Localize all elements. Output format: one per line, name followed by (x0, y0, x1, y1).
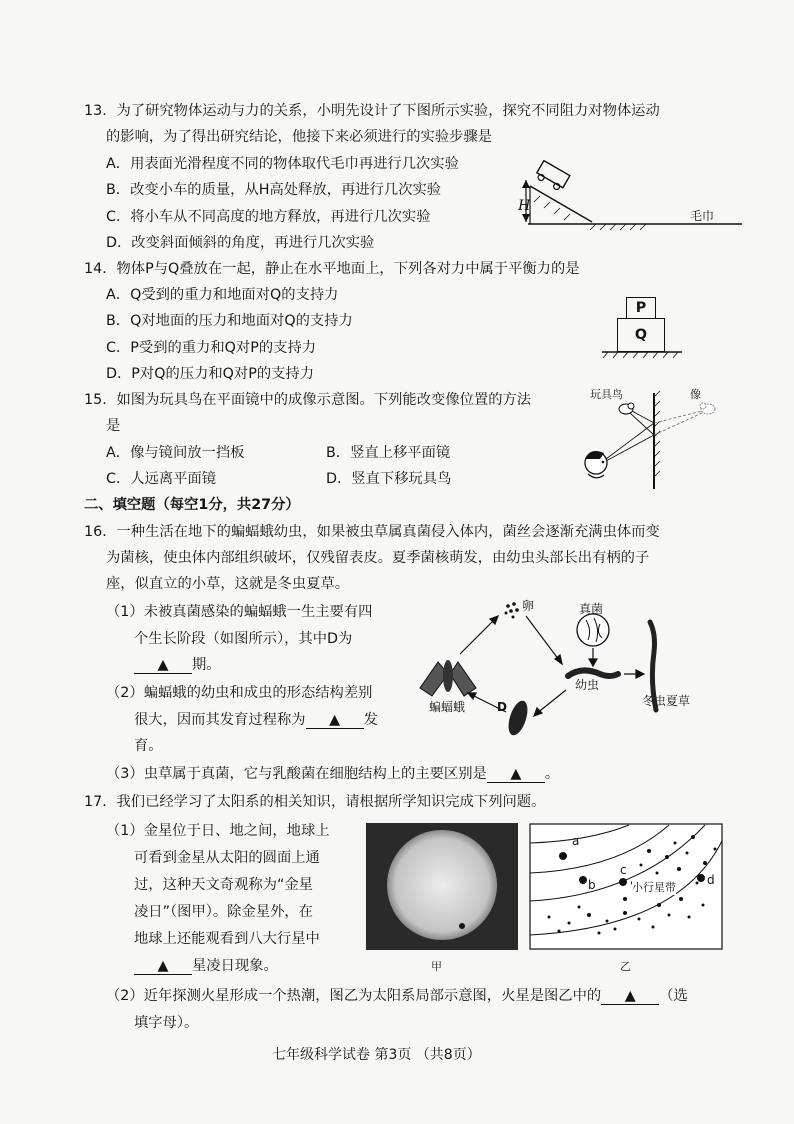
fig-yi-label: 乙 (620, 960, 631, 973)
q17-p1-line2: 可看到金星从太阳的圆面上通 (134, 850, 320, 866)
toy-bird-icon (619, 403, 634, 414)
q16-p1-tail: 期。 (192, 657, 221, 673)
section-2-heading: 二、填空题（每空1分，共27分） (84, 497, 300, 513)
moth-icon (420, 660, 476, 696)
q16-p1-line2: 个生长阶段（如图所示），其中D为 (134, 631, 353, 647)
q16-moth-label: 蝙蝠蛾 (429, 700, 466, 714)
q17-p1-line4: 凌日”（图甲）。除金星外，在 (134, 904, 313, 920)
q17-p1-line3: 过，这种天文奇观称为“金星 (134, 877, 313, 893)
q13-stem-line2: 的影响，为了得出研究结论，他接下来必须进行的实验步骤是 (106, 129, 493, 145)
page-footer: 七年级科学试卷 第3页 （共8页） (272, 1047, 481, 1063)
q16-p2-tail: 发 (363, 712, 378, 728)
q16-p2-line1: （2）蝙蝠蛾的幼虫和成虫的形态结构差别 (106, 685, 373, 701)
q17-p2-line1 (106, 985, 688, 1005)
q16-stem-line2: 为菌核，使虫体内部组织破坏，仅残留表皮。夏季菌核萌发，由幼虫头部长出有柄的子 (106, 550, 650, 566)
venus-dot (459, 923, 465, 929)
q15-stem-line1: 15．如图为玩具鸟在平面镜中的成像示意图。下列能改变像位置的方法 (84, 392, 532, 408)
q14-option-c: C．P受到的重力和Q对P的支持力 (106, 340, 317, 356)
planet-c (619, 878, 627, 886)
q17-stem: 17．我们已经学习了太阳系的相关知识，请根据所学知识完成下列问题。 (84, 794, 546, 810)
egg-icon (505, 602, 519, 618)
box-q: Q (617, 318, 665, 352)
q17-p1-line6 (134, 955, 278, 975)
q15-option-b: B．竖直上移平面镜 (326, 445, 451, 461)
q13-option-b: B．改变小车的质量，从H高处释放，再进行几次实验 (106, 182, 442, 198)
planet-a-label: a (572, 834, 580, 848)
q16-p3-tail: 。 (544, 766, 560, 782)
q17-p1-line1: （1）金星位于日、地之间，地球上 (106, 823, 330, 839)
q13-option-a: A．用表面光滑程度不同的物体取代毛巾再进行几次实验 (106, 156, 459, 172)
answer-blank[interactable]: ▲ (306, 712, 364, 729)
moth-lifecycle-diagram (410, 590, 730, 750)
q16-d-label: D (497, 700, 507, 714)
fig-jia-label: 甲 (431, 960, 442, 973)
answer-blank[interactable]: ▲ (134, 657, 192, 674)
q16-stem-line1: 16．一种生活在地下的蝙蝠蛾幼虫，如果被虫草属真菌侵入体内，菌丝会逐渐充满虫体而变 (84, 524, 660, 540)
q16-fungus-label: 真菌 (579, 602, 604, 616)
planet-d-label: d (707, 873, 715, 887)
person-head-icon (585, 451, 607, 478)
planet-b (579, 876, 587, 884)
venus-transit-photo (366, 823, 518, 950)
fungus-icon (577, 614, 609, 646)
q17-p2-tail: （选 (659, 988, 688, 1004)
q16-p2-line2 (134, 709, 378, 729)
q15-bird-label: 玩具鸟 (590, 388, 623, 401)
q15-option-a: A．像与镜间放一挡板 (106, 445, 245, 461)
q14-option-d: D．P对Q的压力和Q对P的支持力 (106, 366, 315, 382)
q16-larva-label: 幼虫 (575, 678, 600, 692)
q15-stem-line2: 是 (106, 418, 121, 434)
planet-a (559, 852, 567, 860)
q16-p1-line1: （1）未被真菌感染的蝙蝠蛾一生主要有四 (106, 604, 373, 620)
box-p: P (626, 297, 656, 319)
q13-option-d: D．改变斜面倾斜的角度，再进行几次实验 (106, 235, 375, 251)
asteroid-belt-label: 小行星带 (632, 881, 676, 894)
planet-c-label: c (620, 863, 627, 877)
incline-cart-diagram (510, 160, 750, 240)
sun-disk (387, 830, 497, 940)
planet-d (697, 874, 705, 882)
q17-p2-line2: 填字母）。 (134, 1015, 199, 1031)
q16-p3 (106, 763, 559, 783)
planet-b-label: b (588, 878, 596, 892)
q17-p1-tail: 星凌日现象。 (192, 958, 278, 974)
q15-option-d: D．竖直下移玩具鸟 (326, 471, 452, 487)
q17-p1-line5: 地球上还能观看到八大行星中 (134, 931, 320, 947)
q16-egg-label: 卵 (522, 599, 535, 613)
q13-h-label: H (518, 198, 531, 214)
q16-p2-head: 很大，因而其发育过程称为 (134, 712, 306, 728)
answer-blank[interactable]: ▲ (134, 958, 192, 975)
q15-option-c: C．人远离平面镜 (106, 471, 217, 487)
answer-blank[interactable]: ▲ (601, 988, 659, 1005)
q14-option-b: B．Q对地面的压力和地面对Q的支持力 (106, 313, 353, 329)
q17-p2-head: （2）近年探测火星形成一个热潮，图乙为太阳系局部示意图，火星是图乙中的 (106, 988, 602, 1004)
pupa-icon (505, 698, 531, 737)
q16-p2-line3: 育。 (134, 738, 163, 754)
q14-stem: 14．物体P与Q叠放在一起，静止在水平地面上，下列各对力中属于平衡力的是 (84, 261, 580, 277)
ground-line (600, 350, 684, 360)
q16-p1-line3 (134, 654, 221, 674)
bird-image-icon (700, 403, 715, 414)
q16-p3-head: （3）虫草属于真菌，它与乳酸菌在细胞结构上的主要区别是 (106, 766, 487, 782)
q14-option-a: A．Q受到的重力和地面对Q的支持力 (106, 287, 339, 303)
answer-blank[interactable]: ▲ (487, 766, 545, 783)
q15-image-label: 像 (690, 388, 701, 401)
cart-icon (534, 161, 569, 192)
q13-towel-label: 毛巾 (690, 209, 715, 223)
q16-cordyceps-label: 冬虫夏草 (642, 694, 691, 708)
q13-stem-line1: 13．为了研究物体运动与力的关系，小明先设计了下图所示实验，探究不同阻力对物体运动 (84, 103, 660, 119)
solar-system-diagram (529, 823, 723, 950)
q13-option-c: C．将小车从不同高度的地方释放，再进行几次实验 (106, 209, 431, 225)
q16-stem-line3: 座，似直立的小草，这就是冬虫夏草。 (106, 576, 350, 592)
